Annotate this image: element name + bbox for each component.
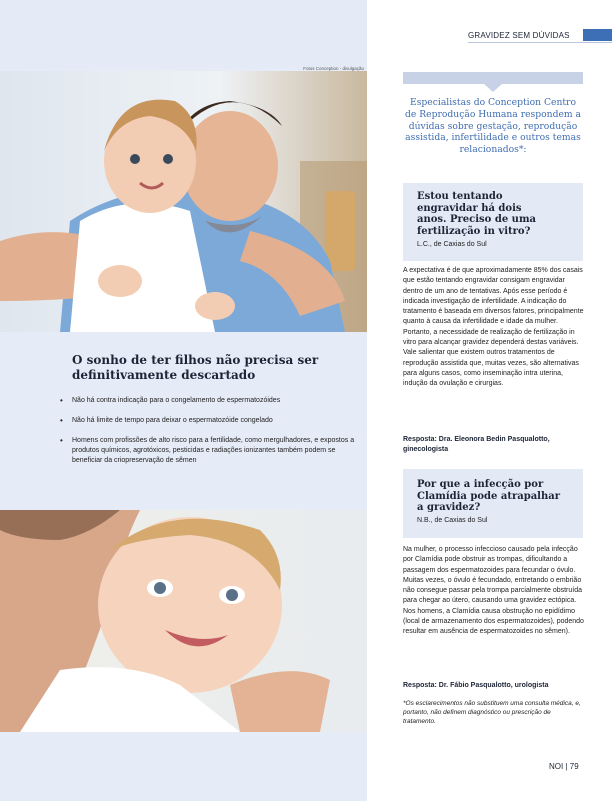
question-box (403, 183, 583, 261)
bullet-list (60, 396, 360, 476)
photo-smiling-baby (0, 510, 367, 732)
bullet-item: • Homens com profissões de alto risco para a fertilidade, como mergulhadores, e expostos a produtos químicos, agrotóxicos, pesticidas e radiações ionizantes também podem se beneficiar da criopreservação de sêmen (60, 436, 360, 466)
question-author: L.C., de Caxias do Sul (417, 241, 487, 248)
intro-bar (403, 72, 583, 84)
question-title: Por que a infecção por Clamídia pode atrapalhar a gravidez? (417, 479, 561, 514)
question-box (403, 469, 583, 538)
question-title: Estou tentando engravidar há dois anos. Preciso de uma fertilização in vitro? (417, 191, 536, 237)
section-tab-marker (583, 29, 612, 41)
question-author: N.B., de Caxias do Sul (417, 517, 488, 524)
answer-text: Na mulher, o processo infeccioso causado pela infecção por Clamídia pode obstruir as trompas, dificultando a passagem dos espermatozoides para fecundar o óvulo. Muitas vezes, o óvulo é fecundado, entretando o embrião não consegue passar pela trompa parcialmente obstruída para chegar ao útero, causando uma gravidez ectópica. Nos homens, a Clamídia causa obstrução no epidídimo (local de armazenamento dos espermatozoides), podendo resultar em ausência de espermatozoides no sêmen). (403, 546, 584, 636)
answer-signature: Resposta: Dra. Eleonora Bedin Pasqualotto, ginecologista (403, 436, 550, 454)
footnote: *Os esclarecimentos não substituem uma consulta médica, e, portanto, não definem diagnóstico ou prescrição de tratamento. (403, 700, 581, 725)
page-folio: NOI | 79 (549, 762, 579, 771)
photo-credit: Fotos Conception - divulgação (303, 66, 364, 71)
answer-text: A expectativa é de que aproximadamente 85% dos casais que estão tentando engravidar consigam engravidar dentro de um ano de tentativas. Após esse período é indicada investigação de infertilidade. A indicação do tratamento é baseada em diversos fatores, principalmente quanto à causa da infertilidade e idade da mulher. Portanto, a necessidade de realização de fertilização in vitro para alcançar gravidez dependerá destas variáveis. Vale salientar que existem outros tratamentos de reprodução assistida que, muitas vezes, são alternativas para alguns casos, como inseminação intra uterina, indução da ovulação e cirurgias. (403, 267, 584, 388)
section-divider (468, 42, 612, 43)
top-band (0, 0, 367, 68)
bullet-item: • Não há contra indicação para o congelamento de espermatozóides (60, 396, 360, 406)
bullet-item: • Não há limite de tempo para deixar o espermatozóide congelado (60, 416, 360, 426)
intro-notch (484, 84, 502, 92)
intro-text: Especialistas do Conception Centro de Reprodução Humana respondem a dúvidas sobre gestação, reprodução assistida, infertilidade e outros temas relacionados*: (405, 97, 582, 156)
section-label: GRAVIDEZ SEM DÚVIDAS (468, 31, 570, 40)
left-heading: O sonho de ter filhos não precisa ser definitivamente descartado (72, 353, 319, 382)
bottom-band (0, 732, 367, 801)
answer-signature: Resposta: Dr. Fábio Pasqualotto, urologista (403, 682, 549, 689)
photo-father-baby (0, 71, 367, 332)
